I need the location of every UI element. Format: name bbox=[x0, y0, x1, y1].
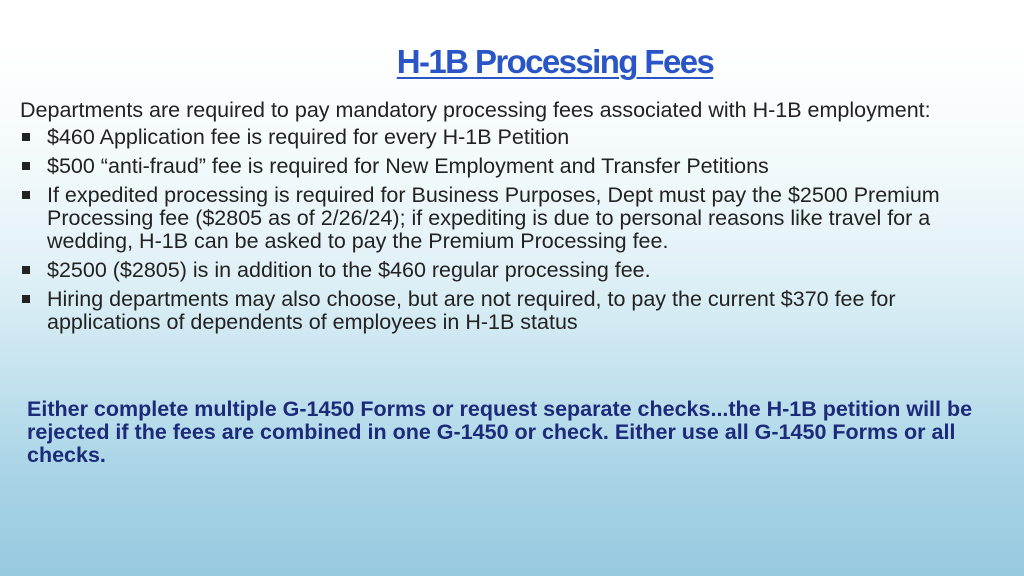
bullet-item-in-addition bbox=[20, 259, 1000, 282]
bullet-text: $460 Application fee is required for every H-1B Petition bbox=[47, 125, 570, 149]
fee-bullet-list bbox=[20, 126, 1000, 334]
bullet-text: Hiring departments may also choose, but are not required, to pay the current $370 fee for applications of dependents of employees in H-1B status bbox=[47, 287, 896, 334]
square-bullet-icon bbox=[22, 133, 30, 141]
bullet-text: If expedited processing is required for Business Purposes, Dept must pay the $2500 Premium Processing fee ($2805 as of 2/26/24); if expediting is due to personal reasons like travel for a wedding, H-1B can be asked to pay the Premium Processing fee. bbox=[47, 183, 940, 253]
bullet-item-premium-processing bbox=[20, 184, 1000, 253]
bullet-item-dependents-fee bbox=[20, 288, 1000, 334]
intro-text: Departments are required to pay mandatory processing fees associated with H-1B employment: bbox=[20, 98, 931, 122]
slide-body bbox=[20, 99, 1000, 340]
slide-title: H-1B Processing Fees bbox=[396, 43, 714, 80]
bullet-item-application-fee bbox=[20, 126, 1000, 149]
bullet-text: $500 “anti-fraud” fee is required for New Employment and Transfer Petitions bbox=[47, 154, 769, 178]
square-bullet-icon bbox=[22, 295, 30, 303]
square-bullet-icon bbox=[22, 162, 30, 170]
bullet-item-anti-fraud-fee bbox=[20, 155, 1000, 178]
square-bullet-icon bbox=[22, 191, 30, 199]
bullet-text: $2500 ($2805) is in addition to the $460 regular processing fee. bbox=[47, 258, 651, 282]
square-bullet-icon bbox=[22, 266, 30, 274]
rejection-warning: Either complete multiple G-1450 Forms or request separate checks...the H-1B petition will be rejected if the fees are combined in one G-1450 or check. Either use all G-1450 Forms or all checks. bbox=[27, 397, 973, 467]
